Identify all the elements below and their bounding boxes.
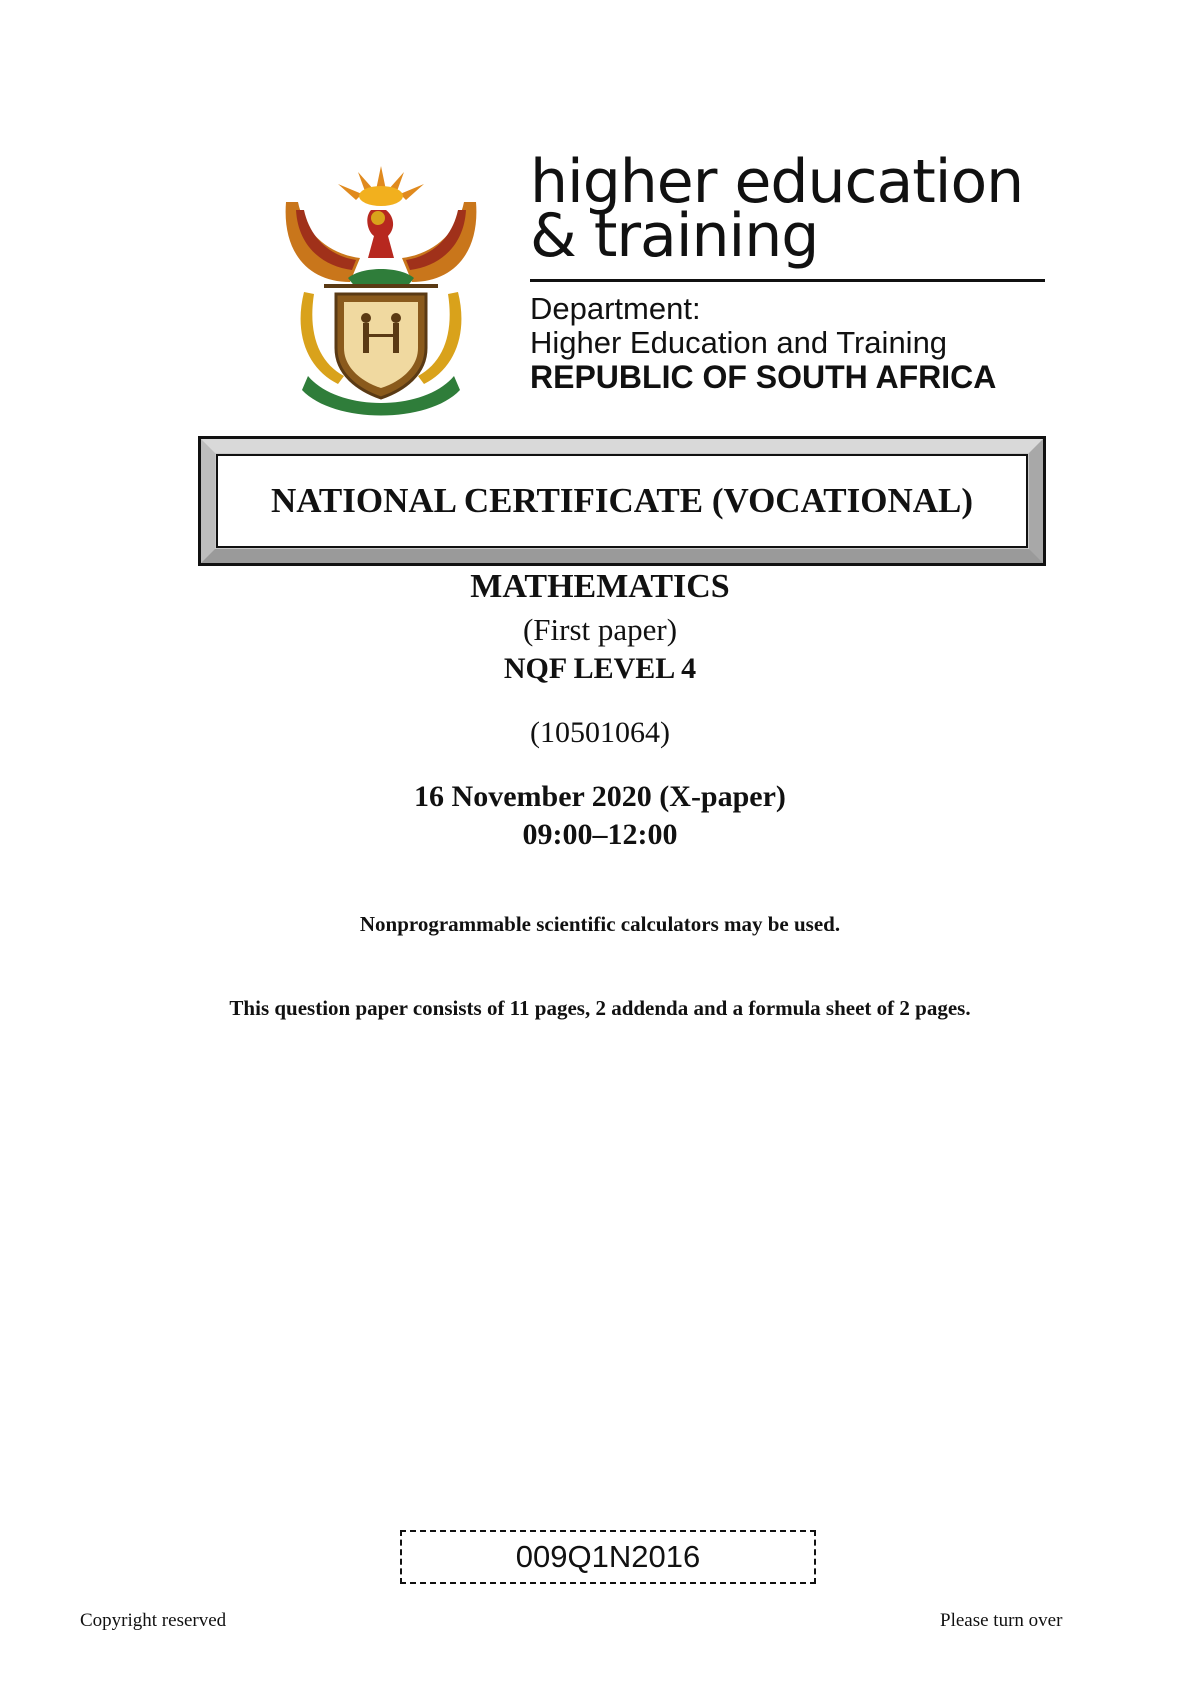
subject-code: (10501064)	[530, 716, 670, 749]
header-divider	[530, 279, 1045, 282]
paper-label: (First paper)	[522, 612, 678, 647]
department-logo-line2: & training	[530, 201, 819, 271]
copyright-footer: Copyright reserved	[80, 1610, 227, 1631]
certificate-title-box	[198, 436, 1046, 566]
exam-date: 16 November 2020 (X-paper)	[414, 780, 786, 813]
nqf-level: NQF LEVEL 4	[503, 652, 697, 685]
department-header	[530, 147, 1050, 395]
department-logo-line1: higher education	[530, 147, 1024, 217]
coat-of-arms-logo	[278, 162, 484, 420]
paper-code: 009Q1N2016	[515, 1539, 701, 1574]
department-label: Department:	[530, 291, 701, 326]
paper-code-box	[400, 1530, 816, 1584]
turn-over-footer: Please turn over	[940, 1610, 1063, 1631]
department-name: Higher Education and Training	[530, 325, 948, 360]
certificate-title: NATIONAL CERTIFICATE (VOCATIONAL)	[270, 481, 974, 520]
calculator-note: Nonprogrammable scientific calculators may be used.	[359, 912, 841, 936]
exam-time: 09:00–12:00	[522, 818, 678, 851]
country-name: REPUBLIC OF SOUTH AFRICA	[530, 359, 997, 395]
pages-note: This question paper consists of 11 pages, 2 addenda and a formula sheet of 2 pages.	[229, 996, 971, 1020]
subject-title: MATHEMATICS	[470, 568, 730, 605]
